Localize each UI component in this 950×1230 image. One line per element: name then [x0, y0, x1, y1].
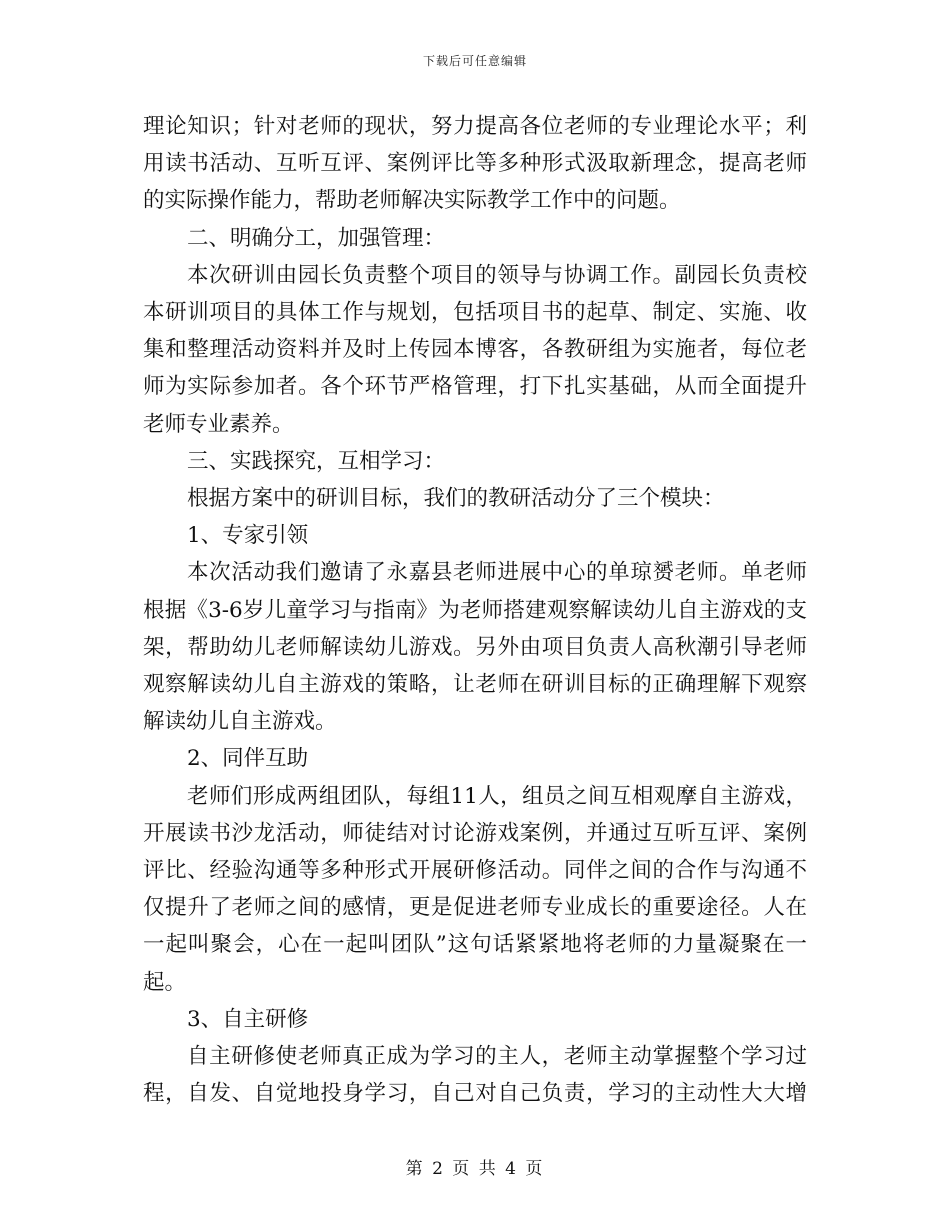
text-line: 仅提升了老师之间的感情，更是促进老师专业成长的重要途径。人在	[143, 895, 807, 921]
text-line: 本次研训由园长负责整个项目的领导与协调工作。副园长负责校	[187, 262, 807, 288]
text-line: 根据《3-6岁儿童学习与指南》为老师搭建观察解读幼儿自主游戏的支	[143, 597, 807, 623]
text-line: 解读幼儿自主游戏。	[143, 709, 337, 735]
text-line: 评比、经验沟通等多种形式开展研修活动。同伴之间的合作与沟通不	[143, 858, 807, 884]
text-line: 开展读书沙龙活动，师徒结对讨论游戏案例，并通过互听互评、案例	[143, 820, 807, 846]
text-line: 老师们形成两组团队，每组11人，组员之间互相观摩自主游戏，	[187, 783, 807, 809]
text-line: 用读书活动、互听互评、案例评比等多种形式汲取新理念，提高老师	[143, 151, 807, 177]
text-line: 一起叫聚会，心在一起叫团队”这句话紧紧地将老师的力量凝聚在一	[143, 932, 807, 958]
text-line: 本次活动我们邀请了永嘉县老师进展中心的单琼赟老师。单老师	[187, 560, 807, 586]
text-line: 本研训项目的具体工作与规划，包括项目书的起草、制定、实施、收	[143, 300, 807, 326]
text-line: 三、实践探究，互相学习：	[187, 448, 446, 474]
text-line: 根据方案中的研训目标，我们的教研活动分了三个模块：	[187, 486, 725, 512]
text-line: 2、同伴互助	[187, 746, 309, 772]
text-line: 架，帮助幼儿老师解读幼儿游戏。另外由项目负责人高秋潮引导老师	[143, 634, 807, 660]
text-line: 起。	[143, 969, 187, 995]
document-body	[143, 108, 807, 1112]
text-line: 自主研修使老师真正成为学习的主人，老师主动掌握整个学习过	[187, 1044, 807, 1070]
text-line: 3、自主研修	[187, 1006, 309, 1032]
text-line: 老师专业素养。	[143, 411, 294, 437]
text-line: 二、明确分工，加强管理：	[187, 225, 446, 251]
text-line: 师为实际参加者。各个环节严格管理，打下扎实基础，从而全面提升	[143, 374, 807, 400]
page-header-note: 下载后可任意编辑	[422, 54, 527, 68]
text-line: 的实际操作能力，帮助老师解决实际教学工作中的问题。	[143, 188, 681, 214]
text-line: 程，自发、自觉地投身学习，自己对自己负责，学习的主动性大大增	[143, 1081, 807, 1107]
text-line: 1、专家引领	[187, 523, 309, 549]
page-footer: 第 2 页 共 4 页	[405, 1159, 545, 1179]
text-line: 集和整理活动资料并及时上传园本博客，各教研组为实施者，每位老	[143, 337, 807, 363]
text-line: 观察解读幼儿自主游戏的策略，让老师在研训目标的正确理解下观察	[143, 672, 807, 698]
text-line: 理论知识；针对老师的现状，努力提高各位老师的专业理论水平；利	[143, 114, 807, 139]
